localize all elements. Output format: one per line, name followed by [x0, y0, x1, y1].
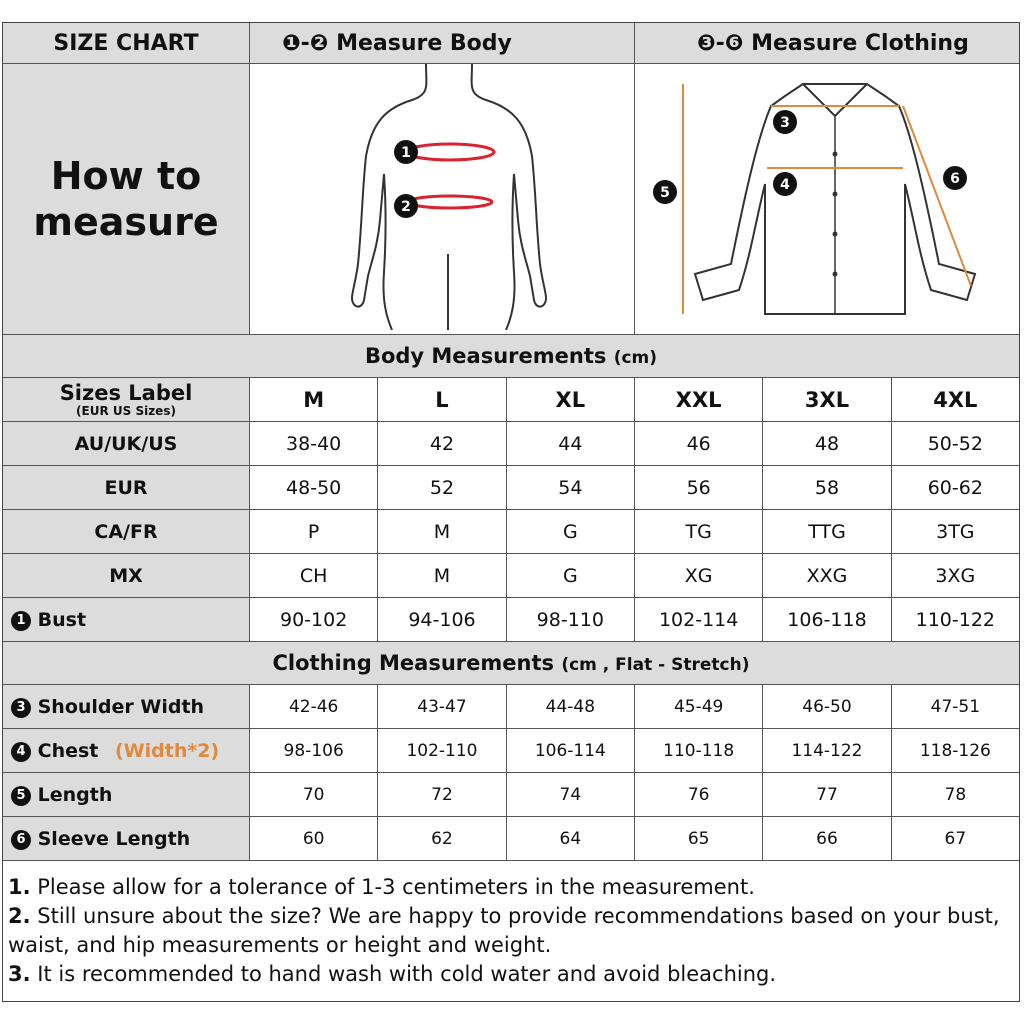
chest-width-note: (Width*2) [115, 739, 220, 762]
table-cell: 90-102 [250, 598, 378, 642]
sizes-label: Sizes Label [59, 380, 193, 405]
table-cell: 47-51 [891, 685, 1019, 729]
table-cell: 38-40 [250, 422, 378, 466]
table-cell: CH [250, 554, 378, 598]
table-cell: 60 [250, 817, 378, 861]
sizes-label-sub: (EUR US Sizes) [76, 403, 176, 418]
note-item [8, 873, 1013, 902]
table-cell: 106-118 [763, 598, 891, 642]
table-cell: 3TG [891, 510, 1019, 554]
table-cell: 48-50 [250, 466, 378, 510]
size-header: M [250, 378, 378, 422]
table-cell: 43-47 [378, 685, 506, 729]
table-cell: 54 [506, 466, 634, 510]
note-number: 1. [8, 875, 31, 899]
body-section-unit: (cm) [613, 348, 658, 368]
marker-5-label: 5 [660, 185, 670, 201]
notes-section [8, 873, 1013, 989]
table-cell: 76 [635, 773, 763, 817]
clothing-section-unit: (cm , Flat - Stretch) [561, 655, 750, 675]
table-cell: 118-126 [891, 729, 1019, 773]
table-cell: 50-52 [891, 422, 1019, 466]
clothing-badge: ❸-❻ [697, 30, 744, 56]
marker-5-badge: 5 [11, 786, 31, 806]
table-cell: 44-48 [506, 685, 634, 729]
chest-label: Chest [37, 739, 99, 762]
marker-4-badge: 4 [11, 742, 31, 762]
marker-6-label: 6 [950, 171, 960, 187]
note-number: 2. [8, 904, 31, 928]
row-label: EUR [3, 466, 250, 510]
size-header: 4XL [891, 378, 1019, 422]
table-cell: 98-106 [250, 729, 378, 773]
note-item [8, 960, 1013, 989]
size-header: XXL [635, 378, 763, 422]
bust-label: Bust [37, 608, 87, 631]
table-cell: TTG [763, 510, 891, 554]
how-to-line2: measure [33, 200, 219, 244]
how-to-line1: How to [50, 154, 202, 198]
row-label: MX [3, 554, 250, 598]
size-header: XL [506, 378, 634, 422]
table-cell: 74 [506, 773, 634, 817]
marker-2-label: 2 [401, 199, 411, 215]
body-section-title: Body Measurements [364, 344, 607, 368]
table-cell: 78 [891, 773, 1019, 817]
table-cell: 66 [763, 817, 891, 861]
table-cell: G [506, 510, 634, 554]
table-cell: 45-49 [635, 685, 763, 729]
marker-1-label: 1 [401, 145, 411, 161]
table-cell: 46-50 [763, 685, 891, 729]
table-cell: 48 [763, 422, 891, 466]
table-cell: M [378, 510, 506, 554]
table-cell: P [250, 510, 378, 554]
note-text: Please allow for a tolerance of 1-3 centimeters in the measurement. [30, 875, 755, 899]
note-item [8, 902, 1013, 960]
note-number: 3. [8, 962, 31, 986]
table-cell: G [506, 554, 634, 598]
shoulder-width-label: Shoulder Width [37, 695, 205, 718]
table-cell: 94-106 [378, 598, 506, 642]
size-header: L [378, 378, 506, 422]
marker-3-label: 3 [780, 115, 790, 131]
chart-border [2, 22, 1020, 1002]
table-cell: 67 [891, 817, 1019, 861]
table-cell: 56 [635, 466, 763, 510]
table-cell: 3XG [891, 554, 1019, 598]
body-badge: ❶-❷ [282, 30, 329, 56]
table-cell: 102-114 [635, 598, 763, 642]
table-cell: 64 [506, 817, 634, 861]
table-cell: 70 [250, 773, 378, 817]
note-text: Still unsure about the size? We are happy to provide recommendations based on your bust, waist, and hip measurements or height and weight. [8, 904, 1000, 957]
measure-clothing-title: Measure Clothing [751, 30, 969, 56]
clothing-section-title: Clothing Measurements [272, 651, 555, 675]
table-cell: XXG [763, 554, 891, 598]
table-cell: 98-110 [506, 598, 634, 642]
table-cell: 44 [506, 422, 634, 466]
marker-6-badge: 6 [11, 830, 31, 850]
table-cell: 106-114 [506, 729, 634, 773]
table-cell: 110-118 [635, 729, 763, 773]
table-cell: 102-110 [378, 729, 506, 773]
table-cell: TG [635, 510, 763, 554]
table-cell: 110-122 [891, 598, 1019, 642]
table-cell: 52 [378, 466, 506, 510]
table-cell: 46 [635, 422, 763, 466]
row-label: CA/FR [3, 510, 250, 554]
measure-body-title: Measure Body [336, 30, 512, 56]
size-chart-title: SIZE CHART [3, 23, 250, 64]
row-label: AU/UK/US [3, 422, 250, 466]
sleeve-length-label: Sleeve Length [37, 827, 191, 850]
length-label: Length [37, 783, 113, 806]
table-cell: 65 [635, 817, 763, 861]
table-cell: 42-46 [250, 685, 378, 729]
marker-3-badge: 3 [11, 698, 31, 718]
table-cell: 60-62 [891, 466, 1019, 510]
table-cell: M [378, 554, 506, 598]
size-header: 3XL [763, 378, 891, 422]
note-text: It is recommended to hand wash with cold water and avoid bleaching. [30, 962, 777, 986]
table-cell: 72 [378, 773, 506, 817]
table-cell: 114-122 [763, 729, 891, 773]
table-cell: 58 [763, 466, 891, 510]
table-cell: 42 [378, 422, 506, 466]
table-cell: 62 [378, 817, 506, 861]
table-cell: XG [635, 554, 763, 598]
marker-1-badge: 1 [11, 611, 31, 631]
marker-4-label: 4 [780, 177, 790, 193]
table-cell: 77 [763, 773, 891, 817]
